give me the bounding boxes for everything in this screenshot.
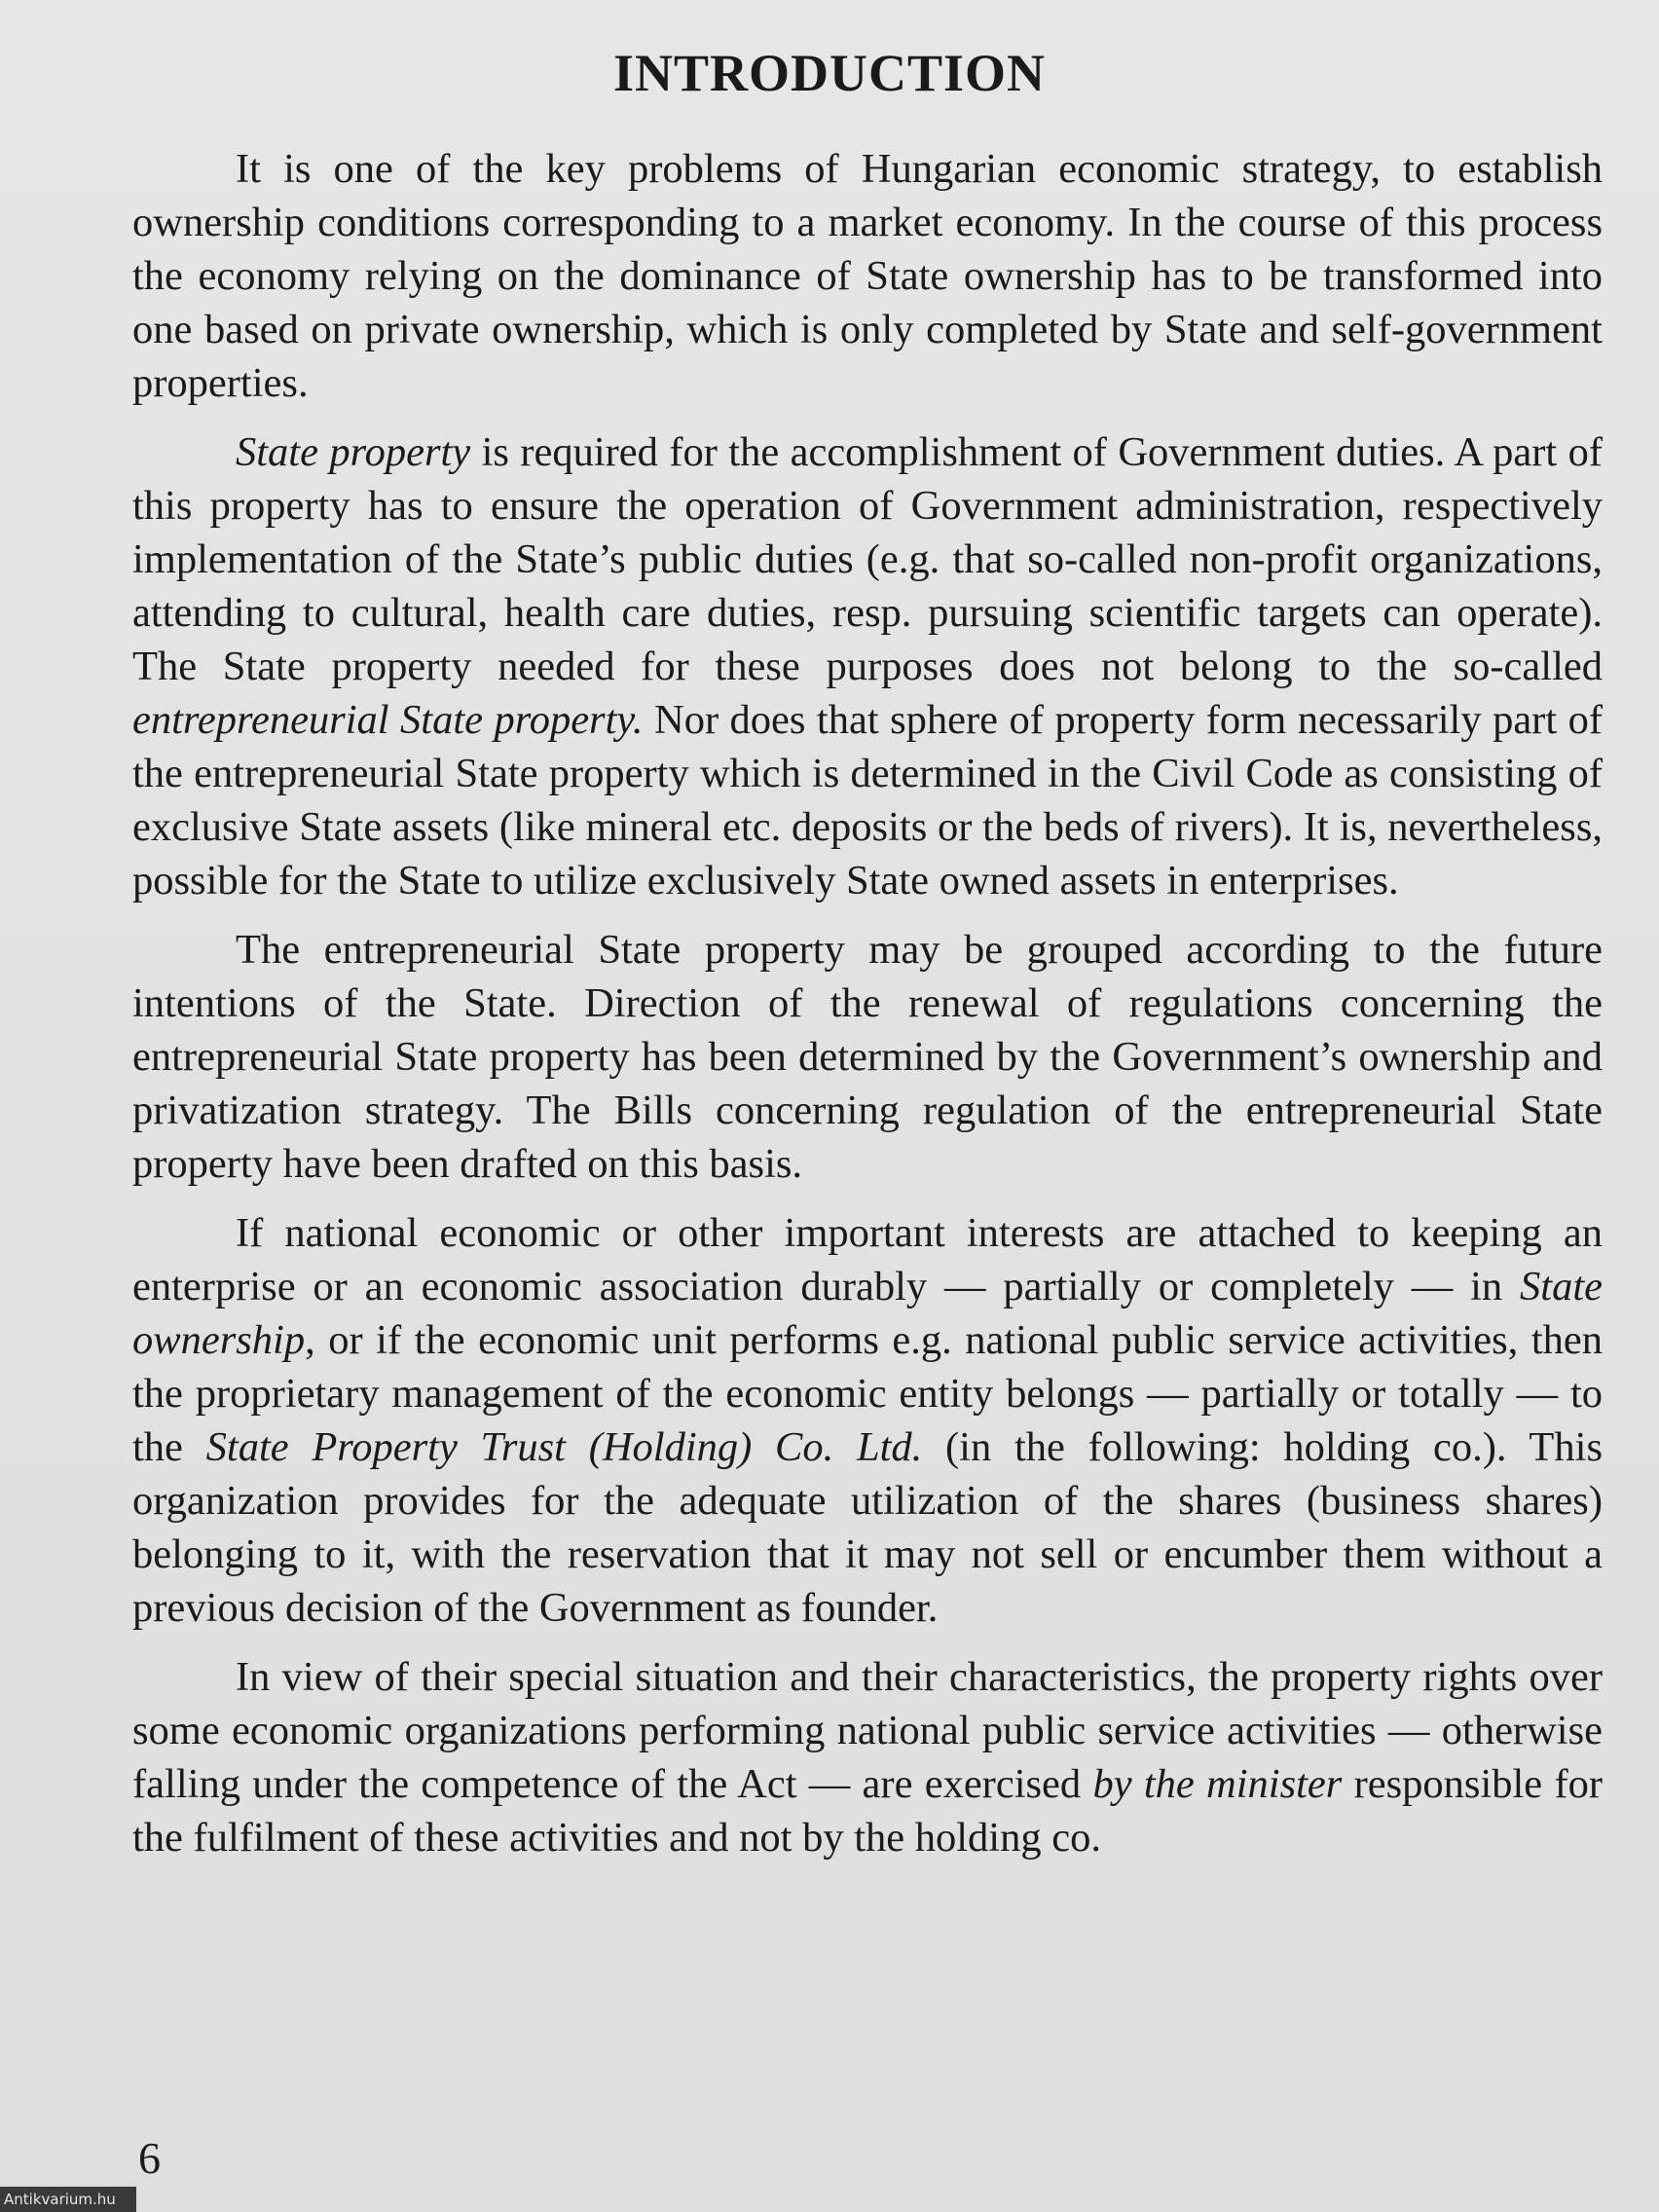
text-run: It is one of the key problems of Hungarian economic strategy, to establish ownership conditions corresponding to a market economy. In the course of this process the economy relying on the dominance of State ownership has to be transformed into one based on private ownership, which is only completed by State and self-government properties.	[132, 146, 1603, 406]
italic-text-run: entrepreneurial State property.	[132, 697, 644, 743]
text-run: If national economic or other important interests are attached to keeping an enterprise or an economic association durably — partially or completely — in	[132, 1210, 1603, 1309]
text-run: (in the following: holding co.). This organization provides for the adequate utilization of the shares (business shares) belonging to it, with the reservation that it may not sell or encumber them without a previous decision of the Government as founder.	[132, 1424, 1603, 1631]
body-text	[132, 142, 1603, 1880]
paragraph-3	[132, 923, 1603, 1191]
italic-text-run: State ownership	[132, 1264, 1603, 1363]
paragraph-2	[132, 425, 1603, 907]
italic-text-run: State property	[236, 429, 471, 475]
text-run: Nor does that sphere of property form necessarily part of the entrepreneurial State property which is determined in the Civil Code as consisting of exclusive State assets (like mineral etc. deposits or the beds of rivers). It is, nevertheless, possible for the State to utilize exclusively State owned assets in enterprises.	[132, 697, 1603, 903]
text-run: The entrepreneurial State property may be grouped according to the future intentions of the State. Direction of the renewal of regulations concerning the entrepreneurial State property has been determined by the Government’s ownership and privatization strategy. The Bills concerning regulation of the entrepreneurial State property have been drafted on this basis.	[132, 927, 1603, 1187]
paragraph-4	[132, 1206, 1603, 1635]
italic-text-run: by the minister	[1092, 1761, 1343, 1807]
text-run: , or if the economic unit performs e.g. national public service activities, then the proprietary management of the economic entity belongs — partially or totally — to the	[132, 1317, 1603, 1470]
italic-text-run: State Property Trust (Holding) Co. Ltd.	[205, 1424, 923, 1470]
text-run: In view of their special situation and their characteristics, the property rights over some economic organizations performing national public service activities — otherwise falling under the competence of the Act — are exercised	[132, 1654, 1603, 1807]
paragraph-1	[132, 142, 1603, 410]
site-watermark: Antikvarium.hu	[0, 2187, 136, 2212]
paragraph-5	[132, 1650, 1603, 1864]
text-run: responsible for the fulfilment of these activities and not by the holding co.	[132, 1761, 1603, 1861]
page-number: 6	[138, 2133, 161, 2183]
text-run: is required for the accomplishment of Government duties. A part of this property has to ensure the operation of Government administration, respectively implementation of the State’s public duties (e.g. that so-called non-profit organizations, attending to cultural, health care duties, resp. pursuing scientific targets can operate). The State property needed for these purposes does not belong to the so-called	[132, 429, 1603, 689]
chapter-title: INTRODUCTION	[612, 44, 1047, 102]
